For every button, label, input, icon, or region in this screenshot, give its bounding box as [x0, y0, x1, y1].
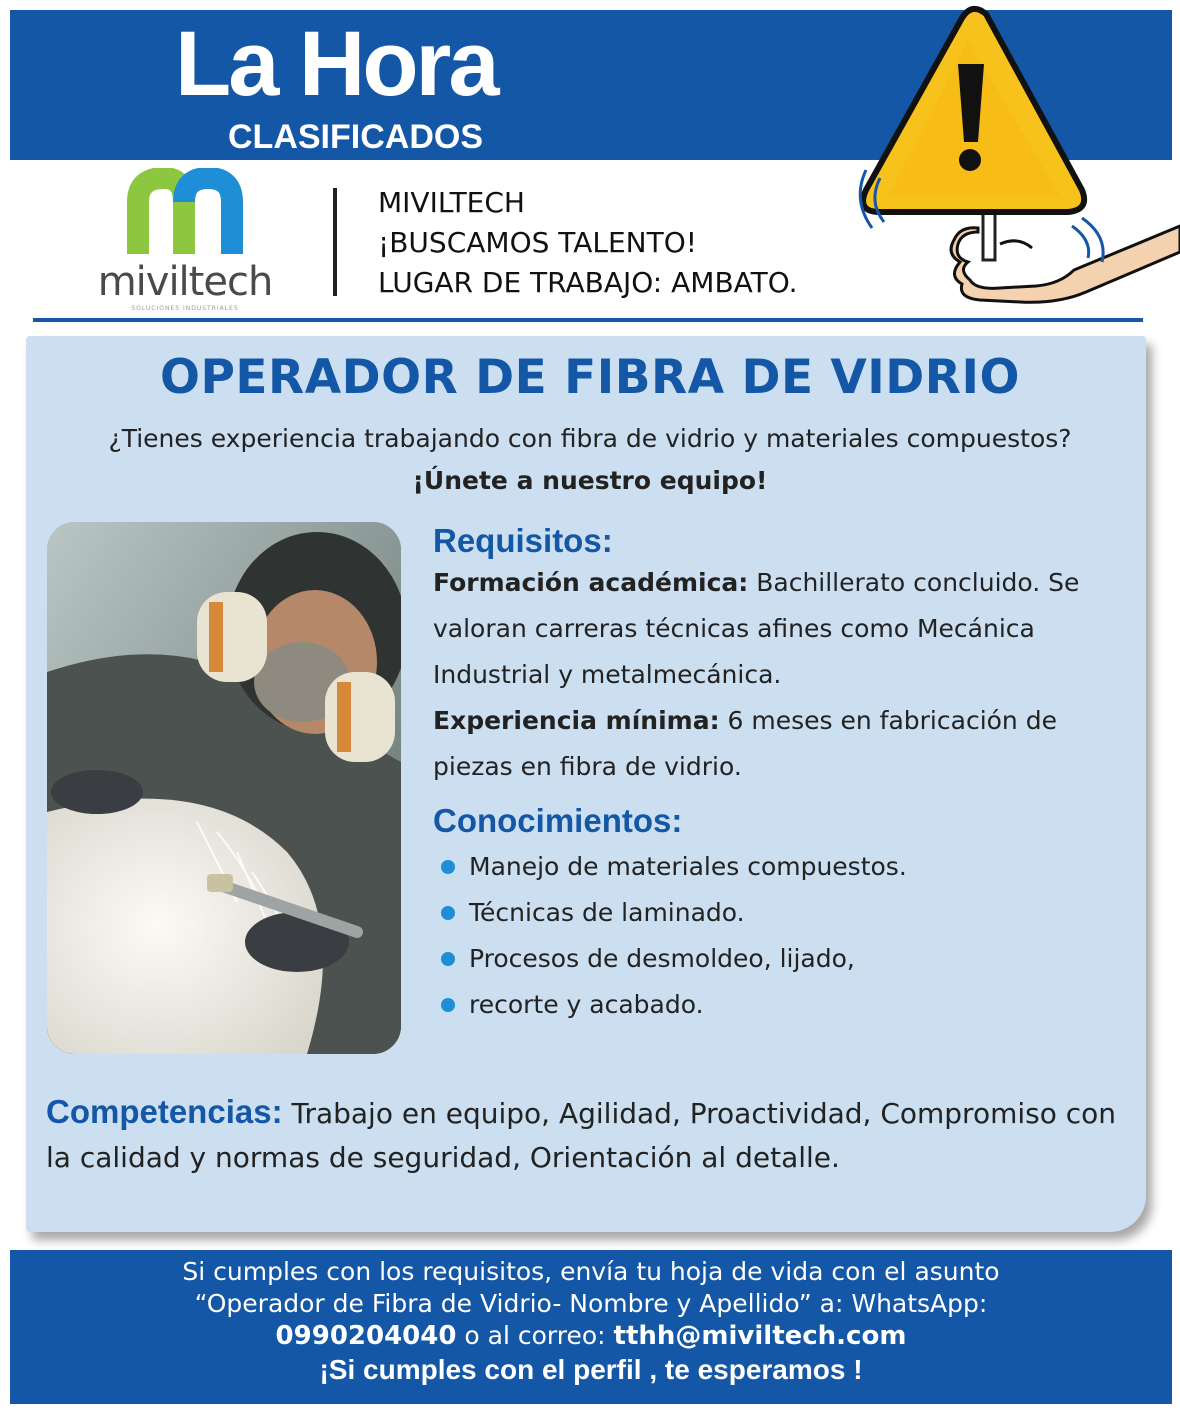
company-location: LUGAR DE TRABAJO: AMBATO. [378, 266, 798, 299]
footer-line-1: Si cumples con los requisitos, envía tu hoja de vida con el asunto [182, 1257, 1000, 1286]
competencies-text: Trabajo en equipo, Agilidad, Proactividad, Compromiso con la calidad y normas de seguridad, Orientación al detalle. [46, 1097, 1117, 1174]
job-title: OPERADOR DE FIBRA DE VIDRIO [160, 350, 1020, 405]
knowledge-heading: Conocimientos: [433, 802, 683, 839]
bullet-dot-icon [441, 998, 455, 1012]
experience-text: 6 meses en fabricación de piezas en fibra de vidrio. [433, 706, 1057, 781]
email-link[interactable]: tthh@miviltech.com [613, 1321, 907, 1351]
whatsapp-number[interactable]: 0990204040 [275, 1321, 457, 1351]
footer-banner [10, 1250, 1172, 1404]
masthead-subtitle: CLASIFICADOS [228, 118, 483, 156]
horizontal-divider [33, 318, 1143, 322]
footer-connector: o al correo: [464, 1321, 606, 1350]
competencies-label: Competencias: [46, 1093, 283, 1130]
footer-line-2: “Operador de Fibra de Vidrio- Nombre y Apellido” a: WhatsApp: [194, 1289, 988, 1318]
intro-cta: ¡Únete a nuestro equipo! [412, 466, 768, 495]
bullet-dot-icon [441, 906, 455, 920]
knowledge-list [433, 844, 1133, 1028]
company-headline: ¡BUSCAMOS TALENTO! [378, 226, 697, 259]
logo-wordmark: miviltech [97, 259, 273, 305]
experience-requirement [433, 698, 1133, 790]
company-logo [80, 168, 290, 318]
education-label: Formación académica: [433, 568, 749, 597]
bullet-dot-icon [441, 860, 455, 874]
logo-tagline: SOLUCIONES INDUSTRIALES [131, 305, 239, 312]
logo-m-icon [80, 168, 290, 260]
footer-closing: ¡Si cumples con el perfil , te esperamos ! [319, 1354, 863, 1385]
intro-question: ¿Tienes experiencia trabajando con fibra de vidrio y materiales compuestos? [108, 424, 1072, 453]
requirements-heading: Requisitos: [433, 522, 613, 559]
education-text: Bachillerato concluido. Se valoran carreras técnicas afines como Mecánica Industrial y metalmecánica. [433, 568, 1080, 689]
experience-label: Experiencia mínima: [433, 706, 720, 735]
list-item: Técnicas de laminado. [433, 890, 1133, 936]
company-name: MIVILTECH [378, 186, 525, 219]
company-info [378, 183, 858, 303]
vertical-divider [333, 188, 337, 296]
list-item: Manejo de materiales compuestos. [433, 844, 1133, 890]
footer-contact [10, 1320, 1172, 1352]
list-item: Procesos de desmoldeo, lijado, [433, 936, 1133, 982]
worker-illustration [47, 522, 401, 1054]
worker-photo [47, 522, 401, 1054]
warning-sign-icon [850, 0, 1180, 310]
masthead-title: La Hora [175, 13, 497, 115]
requirements-column [433, 522, 1133, 1028]
competencies [46, 1090, 1126, 1180]
job-intro [80, 418, 1100, 502]
education-requirement [433, 560, 1133, 698]
bullet-dot-icon [441, 952, 455, 966]
list-item: recorte y acabado. [433, 982, 1133, 1028]
